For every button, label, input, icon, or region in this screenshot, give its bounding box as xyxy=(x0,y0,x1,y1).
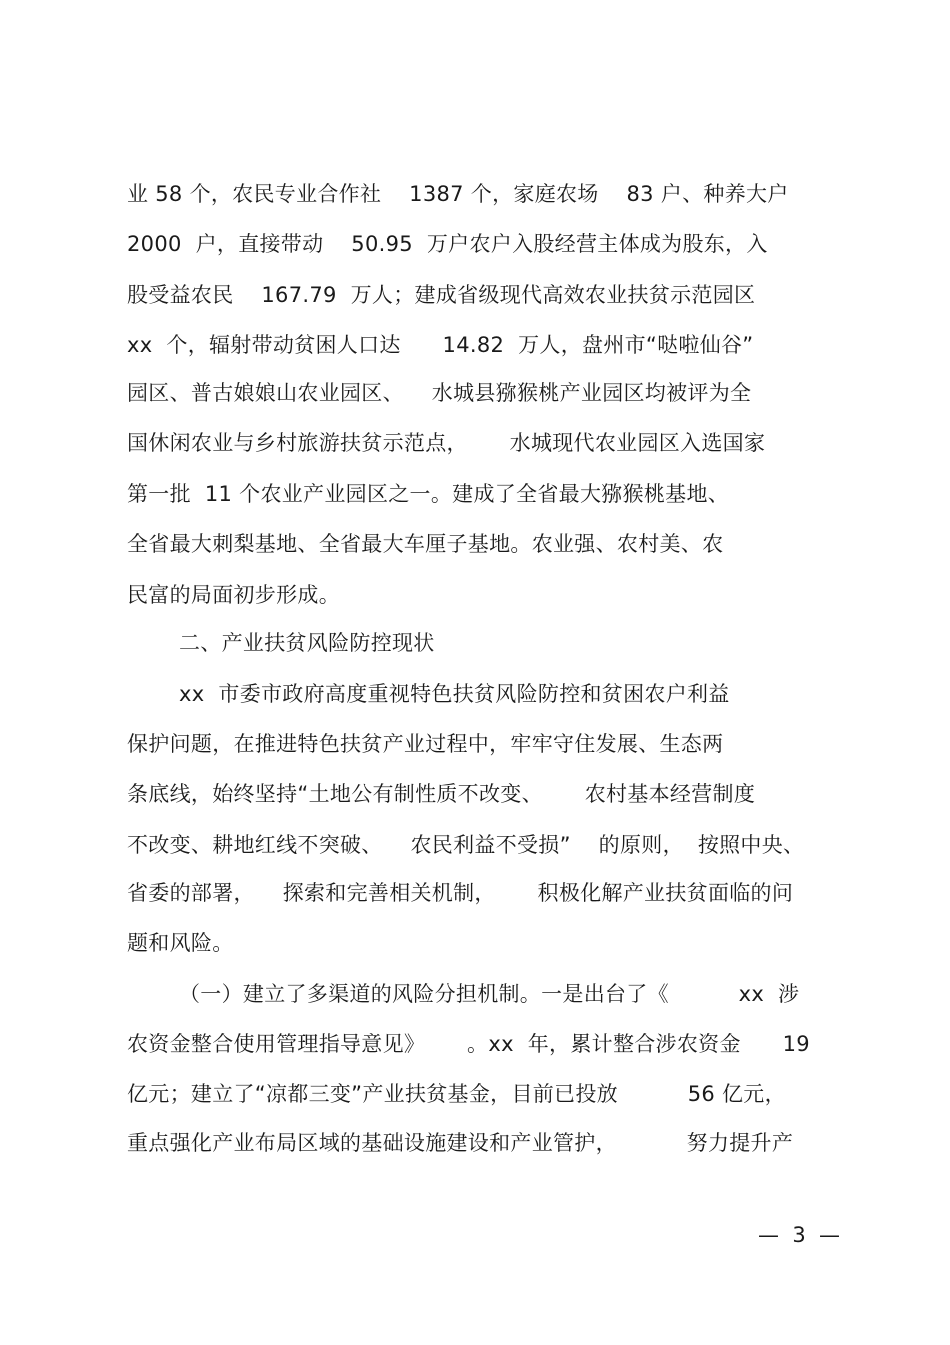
body-line-2: 2000 户，直接带动 50.95 万户农户入股经营主体成为股东，入 xyxy=(127,232,768,256)
body-line-8: 全省最大刺梨基地、全省最大车厘子基地。农业强、农村美、农 xyxy=(127,532,724,556)
body-line-5: 园区、普古娘娘山农业园区、 水城县猕猴桃产业园区均被评为全 xyxy=(127,381,752,405)
subsection-line-1: （一）建立了多渠道的风险分担机制。一是出台了《 xx 涉 xyxy=(179,982,800,1006)
body-line-11: xx 市委市政府高度重视特色扶贫风险防控和贫困农户利益 xyxy=(179,682,730,706)
body-line-16: 题和风险。 xyxy=(127,931,234,955)
section-heading: 二、产业扶贫风险防控现状 xyxy=(179,631,435,655)
body-line-13: 条底线，始终坚持“土地公有制性质不改变、 农村基本经营制度 xyxy=(127,782,756,806)
body-line-7: 第一批 11 个农业产业园区之一。建成了全省最大猕猴桃基地、 xyxy=(127,482,730,506)
body-line-6: 国休闲农业与乡村旅游扶贫示范点， 水城现代农业园区入选国家 xyxy=(127,431,766,455)
body-line-1: 业 58 个，农民专业合作社 1387 个，家庭农场 83 户、种养大户 xyxy=(127,182,789,206)
body-line-12: 保护问题，在推进特色扶贫产业过程中，牢牢守住发展、生态两 xyxy=(127,732,724,756)
body-line-3: 股受益农民 167.79 万人；建成省级现代高效农业扶贫示范园区 xyxy=(127,283,756,307)
body-line-19: 亿元；建立了“凉都三变”产业扶贫基金，目前已投放 56 亿元， xyxy=(127,1082,786,1106)
body-line-4: xx 个，辐射带动贫困人口达 14.82 万人，盘州市“哒啦仙谷” xyxy=(127,333,754,357)
body-line-20: 重点强化产业布局区域的基础设施建设和产业管护， 努力提升产 xyxy=(127,1131,794,1155)
body-line-14: 不改变、耕地红线不突破、 农民利益不受损” 的原则， 按照中央、 xyxy=(127,833,805,857)
body-line-18: 农资金整合使用管理指导意见》 。xx 年，累计整合涉农资金 19 xyxy=(127,1032,810,1056)
page-number: — 3 — xyxy=(758,1223,841,1247)
body-line-15: 省委的部署， 探索和完善相关机制， 积极化解产业扶贫面临的问 xyxy=(127,881,794,905)
body-line-9: 民富的局面初步形成。 xyxy=(127,583,340,607)
